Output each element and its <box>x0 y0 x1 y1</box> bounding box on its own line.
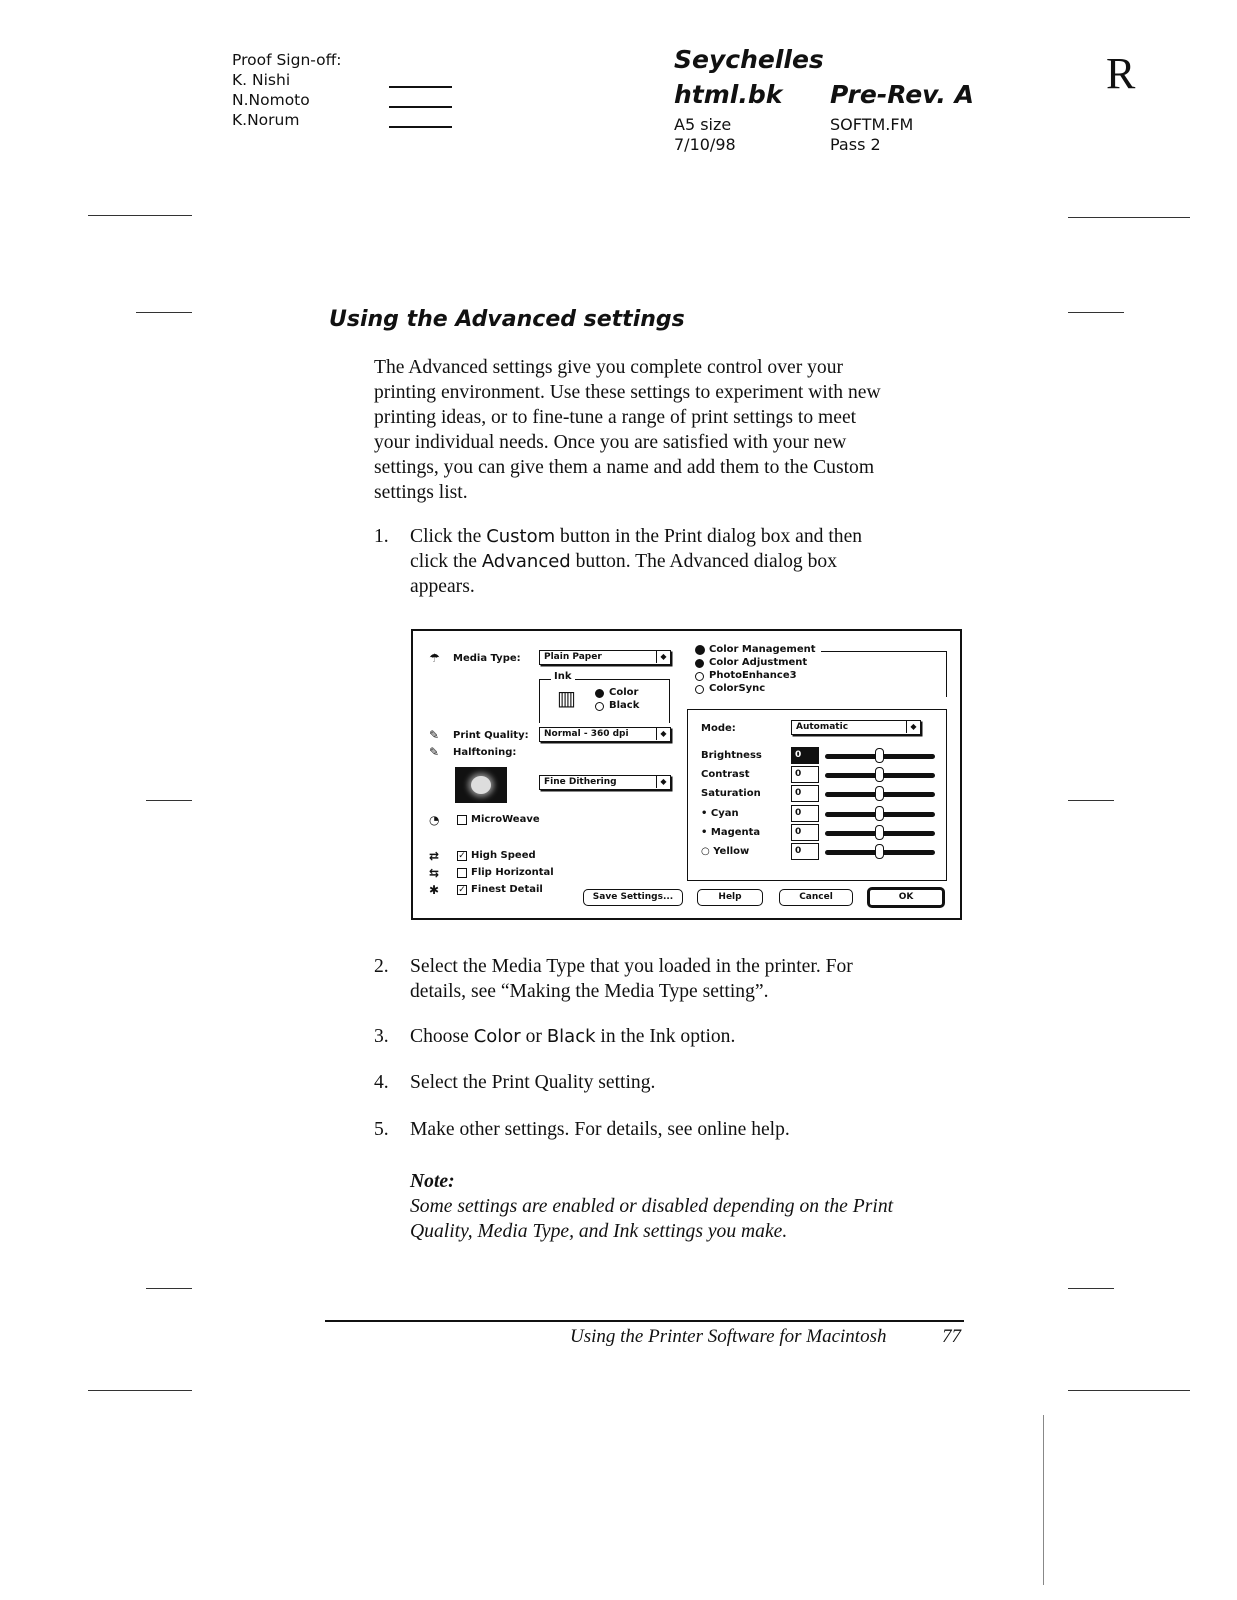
print-quality-select[interactable] <box>539 727 671 742</box>
step-number: 2. <box>374 956 389 977</box>
cancel-button[interactable]: Cancel <box>779 889 853 906</box>
note-block <box>410 1169 970 1244</box>
chevron-down-icon: ◆ <box>906 721 920 733</box>
paragraph-line: settings, you can give them a name and add them to the Custom <box>374 457 875 478</box>
microweave-checkbox[interactable] <box>457 815 467 825</box>
section-title: Using the Advanced settings <box>329 307 685 332</box>
slider-knob[interactable] <box>875 844 884 859</box>
paragraph-line: The Advanced settings give you complete control over your <box>374 357 844 378</box>
slider-knob[interactable] <box>875 748 884 763</box>
pass-label: Pass 2 <box>830 135 881 154</box>
saturation-field[interactable]: 0 <box>791 785 819 802</box>
cyan-slider[interactable] <box>825 812 935 817</box>
step-number: 1. <box>374 526 389 547</box>
high-speed-label: High Speed <box>471 850 536 861</box>
text-run: Click the <box>410 526 487 547</box>
crop-mark <box>136 312 192 313</box>
intro-paragraph <box>374 355 974 505</box>
text-run: or <box>520 1026 547 1047</box>
chevron-down-icon: ◆ <box>656 728 670 740</box>
corner-mark: R <box>1106 49 1136 98</box>
footer-rule <box>325 1320 964 1322</box>
step-4-text: Select the Print Quality setting. <box>410 1072 656 1093</box>
signature-line <box>389 106 452 108</box>
color-management-label: Color Management <box>709 644 816 655</box>
chevron-down-icon: ◆ <box>656 651 670 663</box>
crop-mark <box>1068 312 1124 313</box>
step-3-text <box>410 1024 970 1049</box>
crop-mark <box>1068 1288 1114 1289</box>
color-adjustment-label: Color Adjustment <box>709 657 808 668</box>
photoenhance-label: PhotoEnhance3 <box>709 670 797 681</box>
footer-chapter: Using the Printer Software for Macintosh <box>570 1326 887 1347</box>
media-type-icon: ☂ <box>429 651 440 665</box>
text-run: appears. <box>410 576 475 597</box>
slider-knob[interactable] <box>875 825 884 840</box>
colorsync-label: ColorSync <box>709 683 766 694</box>
finest-detail-checkbox[interactable]: ✓ <box>458 885 466 895</box>
text-run: Choose <box>410 1026 474 1047</box>
text-run: button in the Print dialog box and then <box>555 526 863 547</box>
color-management-lock-icon <box>695 645 705 655</box>
file-label: SOFTM.FM <box>830 115 914 134</box>
print-quality-value: Normal - 360 dpi <box>544 729 629 739</box>
save-settings-button[interactable]: Save Settings... <box>583 889 683 906</box>
mode-label: Mode: <box>701 723 736 734</box>
page-number: 77 <box>942 1326 961 1347</box>
print-quality-label: Print Quality: <box>453 730 529 741</box>
signature-line <box>389 126 452 128</box>
media-type-label: Media Type: <box>453 653 521 664</box>
mode-select[interactable] <box>791 720 921 735</box>
print-quality-icon: ✎ <box>429 728 440 742</box>
photoenhance-radio[interactable] <box>695 672 704 681</box>
saturation-slider[interactable] <box>825 792 935 797</box>
step-1-text <box>410 524 970 599</box>
mode-value: Automatic <box>796 722 849 732</box>
halftoning-icon: ✎ <box>429 745 440 759</box>
flip-horizontal-icon: ⇆ <box>429 866 440 880</box>
signoff-title: Proof Sign-off: <box>232 51 342 69</box>
color-adjustment-radio[interactable] <box>695 659 704 668</box>
ink-black-label: Black <box>609 700 640 711</box>
flip-horizontal-label: Flip Horizontal <box>471 867 554 878</box>
halftoning-select[interactable] <box>539 775 671 790</box>
note-line: Some settings are enabled or disabled depending on the Print <box>410 1196 894 1217</box>
step-number: 3. <box>374 1026 389 1047</box>
finest-detail-icon: ✱ <box>429 883 440 897</box>
halftone-preview <box>455 767 507 803</box>
colorsync-radio[interactable] <box>695 685 704 694</box>
yellow-label: ○ Yellow <box>701 846 750 857</box>
slider-knob[interactable] <box>875 786 884 801</box>
crop-mark <box>88 215 192 216</box>
saturation-label: Saturation <box>701 788 761 799</box>
chevron-down-icon: ◆ <box>656 776 670 788</box>
step-2-text <box>410 954 970 1004</box>
ok-button[interactable]: OK <box>867 887 945 908</box>
contrast-label: Contrast <box>701 769 750 780</box>
halftoning-value: Fine Dithering <box>544 777 617 787</box>
ink-color-label: Color <box>609 687 639 698</box>
crop-mark <box>88 1390 192 1391</box>
custom-button-ref: Custom <box>486 526 556 547</box>
proof-signoff-block <box>232 50 342 130</box>
microweave-label: MicroWeave <box>471 814 540 825</box>
text-run: button. The Advanced dialog box <box>570 551 838 572</box>
finest-detail-label: Finest Detail <box>471 884 543 895</box>
color-option-ref: Color <box>473 1026 521 1047</box>
step-number: 4. <box>374 1072 389 1093</box>
slider-knob[interactable] <box>875 806 884 821</box>
paragraph-line: printing environment. Use these settings to experiment with new <box>374 382 881 403</box>
signer-name: K.Norum <box>232 111 300 129</box>
advanced-dialog <box>411 629 962 920</box>
crop-mark <box>1068 800 1114 801</box>
advanced-button-ref: Advanced <box>481 551 571 572</box>
cyan-label: • Cyan <box>701 808 739 819</box>
paragraph-line: your individual needs. Once you are satisfied with your new <box>374 432 847 453</box>
size-label: A5 size <box>674 115 732 134</box>
crop-mark <box>146 1288 192 1289</box>
magenta-field[interactable]: 0 <box>791 824 819 841</box>
ink-black-radio[interactable] <box>595 702 604 711</box>
brightness-slider[interactable] <box>825 754 935 759</box>
revision-label: Pre-Rev. A <box>830 80 974 109</box>
signature-line <box>389 86 452 88</box>
note-line: Quality, Media Type, and Ink settings you make. <box>410 1221 788 1242</box>
paragraph-line: printing ideas, or to fine-tune a range of print settings to meet <box>374 407 857 428</box>
magenta-label: • Magenta <box>701 827 761 838</box>
brightness-label: Brightness <box>701 750 762 761</box>
microweave-icon: ◔ <box>429 813 440 827</box>
step-5-text: Make other settings. For details, see online help. <box>410 1119 790 1140</box>
contrast-field[interactable]: 0 <box>791 766 819 783</box>
crop-mark <box>1068 1390 1190 1391</box>
yellow-field[interactable]: 0 <box>791 843 819 860</box>
text-run: click the <box>410 551 482 572</box>
halftoning-label: Halftoning: <box>453 747 517 758</box>
high-speed-checkbox[interactable]: ✓ <box>458 851 466 861</box>
ink-color-radio[interactable] <box>595 689 604 698</box>
crop-mark <box>146 800 192 801</box>
book-title: Seychelles <box>674 45 824 74</box>
media-type-select[interactable] <box>539 650 671 665</box>
black-option-ref: Black <box>546 1026 596 1047</box>
brightness-field[interactable]: 0 <box>791 747 819 764</box>
crop-mark <box>1043 1415 1044 1585</box>
flip-horizontal-checkbox[interactable] <box>457 868 467 878</box>
magenta-slider[interactable] <box>825 831 935 836</box>
cyan-field[interactable]: 0 <box>791 805 819 822</box>
help-button[interactable]: Help <box>697 889 763 906</box>
text-run: Select the Media Type that you loaded in the printer. For <box>410 956 853 977</box>
text-run: details, see “Making the Media Type setting”. <box>410 981 769 1002</box>
media-type-value: Plain Paper <box>544 652 602 662</box>
paragraph-line: settings list. <box>374 482 468 503</box>
ink-cartridge-icon: ▥ <box>557 686 576 710</box>
signer-name: K. Nishi <box>232 71 291 89</box>
crop-mark <box>1068 217 1190 218</box>
ink-label: Ink <box>551 671 575 682</box>
note-label: Note: <box>410 1171 455 1192</box>
signer-name: N.Nomoto <box>232 91 310 109</box>
book-file: html.bk <box>674 80 783 109</box>
yellow-slider[interactable] <box>825 850 935 855</box>
contrast-slider[interactable] <box>825 773 935 778</box>
slider-knob[interactable] <box>875 767 884 782</box>
high-speed-icon: ⇄ <box>429 849 440 863</box>
step-number: 5. <box>374 1119 389 1140</box>
text-run: in the Ink option. <box>595 1026 736 1047</box>
date-label: 7/10/98 <box>674 135 736 154</box>
